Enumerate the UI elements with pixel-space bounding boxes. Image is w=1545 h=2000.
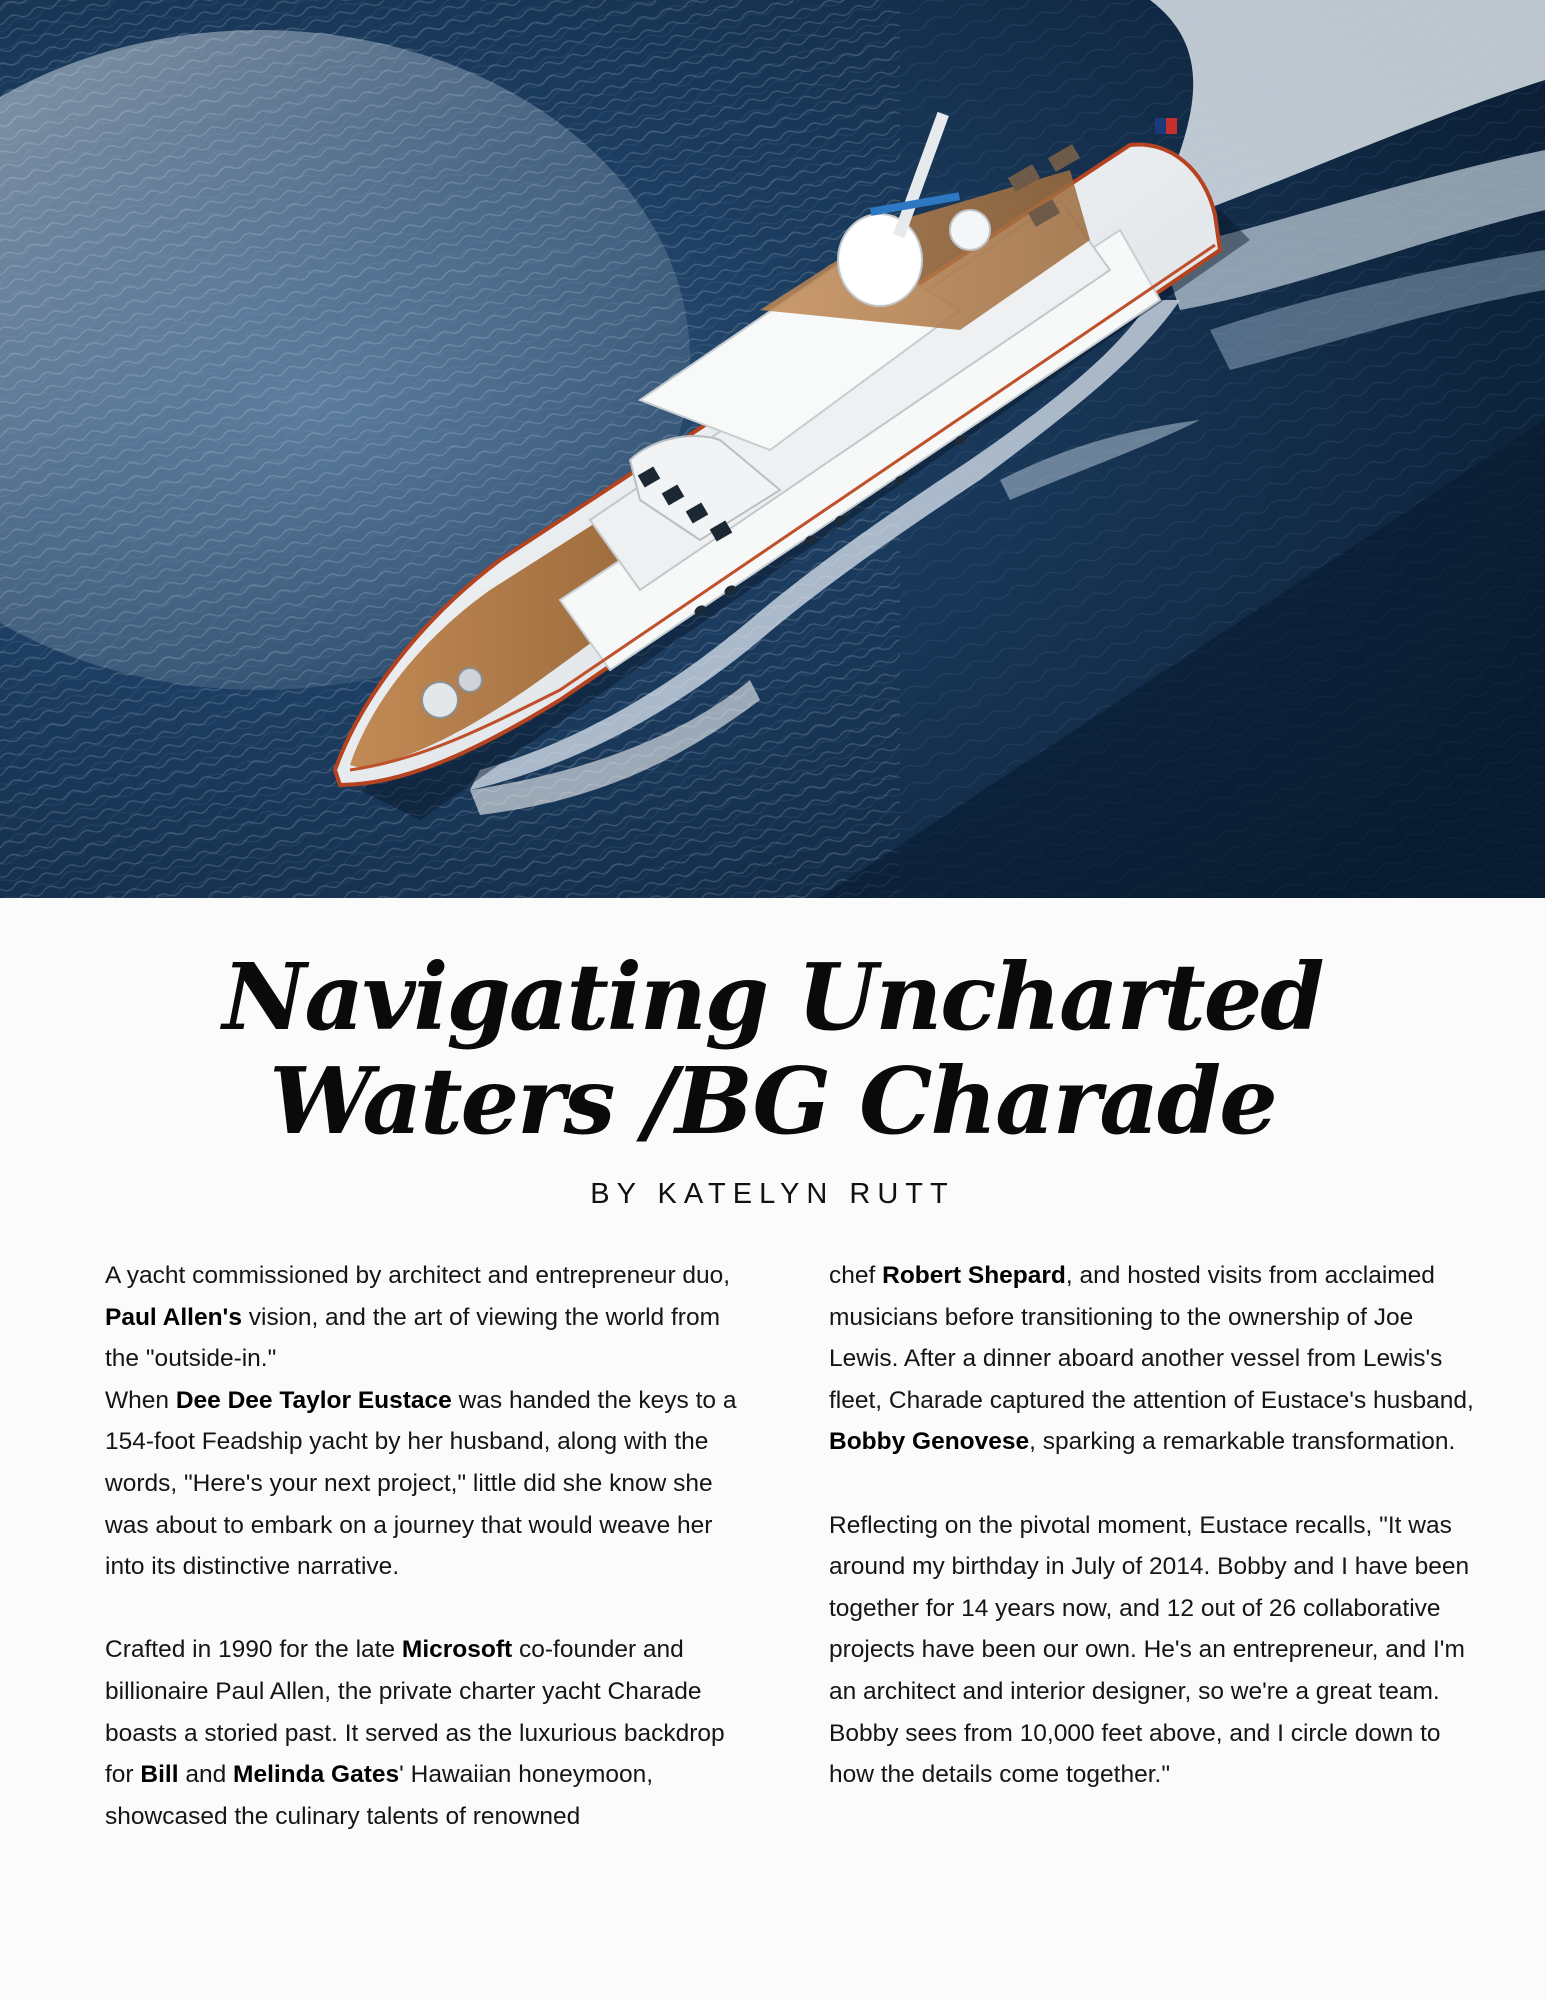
paragraph-handover — [105, 1380, 755, 1588]
radar-dome — [838, 214, 922, 306]
text-run: When — [105, 1386, 176, 1414]
paragraph-quote: Reflecting on the pivotal moment, Eustace recalls, "It was around my birthday in July of 2014. Bobby and I have been together for 14 years now, and 12 out of 26 collaborative projects have been our own. He's an entrepreneur, and I'm an architect and interior designer, so we're a great team. Bobby sees from 10,000 feet above, and I circle down to how the details come together." — [829, 1511, 1470, 1789]
paragraph-ownership — [829, 1255, 1479, 1463]
text-run: , and hosted visits from acclaimed musicians before transitioning to the ownership of Joe Lewis. After a dinner aboard another vessel from Lewis's fleet, Charade captured the attention of Eustace's husband, — [829, 1262, 1474, 1414]
text-run: , sparking a remarkable transformation. — [1029, 1428, 1456, 1456]
article-column-right — [829, 1255, 1479, 1796]
bold-name: Microsoft — [401, 1636, 513, 1664]
bold-name: Melinda Gates — [233, 1761, 400, 1789]
bold-name: Robert Shepard — [882, 1262, 1066, 1289]
text-run: was handed the keys to a 154-foot Feadship yacht by her husband, along with the words, "Here's your next project," little did she know she was about to embark on a journey that would weave her into its distinctive narrative. — [105, 1386, 737, 1581]
text-run: vision, and the art of viewing the world from the "outside-in." — [105, 1303, 720, 1373]
paragraph-gap — [829, 1463, 1479, 1505]
title-line-2: Waters /BG Charade — [269, 1047, 1276, 1155]
text-run: Crafted in 1990 for the late — [105, 1636, 402, 1664]
bold-name: Paul Allen's — [105, 1303, 242, 1331]
text-run: A yacht commissioned by architect and entrepreneur duo, — [105, 1262, 731, 1289]
text-run: chef — [829, 1262, 883, 1289]
text-run: ' Hawaiian honeymoon, showcased the culinary talents of renowned — [105, 1761, 654, 1830]
bold-name: Bill — [140, 1761, 179, 1789]
article-column-left — [105, 1255, 755, 1837]
bold-name: Dee Dee Taylor Eustace — [175, 1386, 452, 1414]
paragraph-intro — [105, 1255, 755, 1380]
bold-name: Bobby Genovese — [829, 1428, 1030, 1456]
paragraph-gap — [105, 1588, 755, 1630]
text-run: co-founder and billionaire Paul Allen, the private charter yacht Charade boasts a storied past. It served as the luxurious backdrop for — [105, 1636, 725, 1789]
hero-yacht-photo — [0, 0, 1545, 898]
title-line-1: Navigating Uncharted — [222, 943, 1323, 1051]
article-title — [0, 945, 1545, 1153]
author-byline: BY KATELYN RUTT — [590, 1178, 955, 1210]
yacht-aerial-illustration — [0, 0, 1545, 898]
paragraph-history — [105, 1629, 755, 1837]
text-run: and — [178, 1761, 234, 1789]
